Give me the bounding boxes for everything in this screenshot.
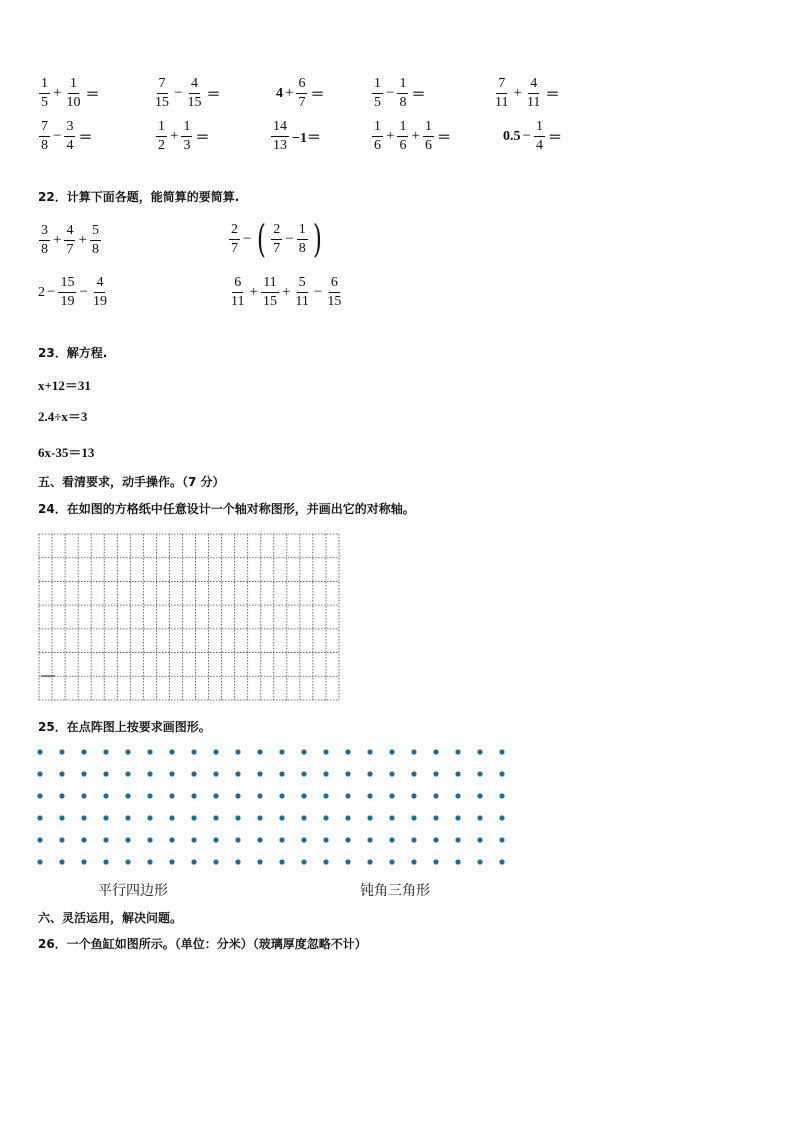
lattice-dot[interactable]: [103, 771, 108, 776]
lattice-dot[interactable]: [169, 815, 174, 820]
fraction: $\frac{7}{15}$: [155, 76, 169, 110]
lattice-dot[interactable]: [367, 837, 372, 842]
fraction: $\frac{1}{2}$: [158, 119, 165, 153]
lattice-dot[interactable]: [477, 837, 482, 842]
lattice-dot[interactable]: [147, 749, 152, 754]
lattice-dot[interactable]: [257, 837, 262, 842]
lattice-dot[interactable]: [411, 749, 416, 754]
lattice-dot[interactable]: [301, 859, 306, 864]
lattice-dot[interactable]: [37, 815, 42, 820]
lattice-dot[interactable]: [81, 815, 86, 820]
lattice-dot[interactable]: [169, 859, 174, 864]
lattice-dot[interactable]: [455, 837, 460, 842]
lattice-dot[interactable]: [323, 749, 328, 754]
lattice-dot[interactable]: [279, 793, 284, 798]
fraction: $\frac{1}{6}$: [424, 119, 432, 153]
q25-title: 25．在点阵图上按要求画图形。: [38, 720, 211, 734]
lattice-dot[interactable]: [433, 815, 438, 820]
q21-r1-e1: $\frac{1}{5}$ + $\frac{1}{10}$ ＝: [41, 76, 100, 110]
fraction: $\frac{5}{11}$: [295, 275, 309, 309]
fraction: $\frac{1}{8}$: [298, 221, 306, 256]
lattice-dot[interactable]: [477, 749, 482, 754]
q22-e3: 2 − $\frac{15}{19}$ − $\frac{4}{19}$: [38, 275, 107, 309]
lattice-dot[interactable]: [499, 859, 504, 864]
lattice-dot[interactable]: [345, 815, 350, 820]
fraction: $\frac{7}{11}$: [495, 76, 509, 110]
lattice-dot[interactable]: [367, 771, 372, 776]
fraction: $\frac{5}{8}$: [91, 223, 99, 257]
lattice-dot[interactable]: [191, 771, 196, 776]
lattice-dot[interactable]: [257, 771, 262, 776]
q22-title: 22．计算下面各题，能简算的要简算.: [38, 190, 240, 204]
lattice-dot[interactable]: [345, 793, 350, 798]
lattice-dot[interactable]: [235, 837, 240, 842]
equation-3: 6x-35＝13: [38, 445, 95, 460]
lattice-dot[interactable]: [147, 771, 152, 776]
lattice-dot[interactable]: [59, 859, 64, 864]
lattice-dot[interactable]: [191, 815, 196, 820]
lattice-dot[interactable]: [367, 793, 372, 798]
dot-grid[interactable]: [30, 742, 520, 872]
fraction: $\frac{1}{10}$: [66, 76, 81, 110]
lattice-dot[interactable]: [389, 771, 394, 776]
fraction: $\frac{1}{3}$: [183, 119, 191, 153]
fraction: $\frac{4}{11}$: [526, 76, 541, 110]
lattice-dot[interactable]: [37, 749, 42, 754]
lattice-dot[interactable]: [411, 815, 416, 820]
lattice-dot[interactable]: [257, 749, 262, 754]
lattice-dot[interactable]: [191, 749, 196, 754]
lattice-dot[interactable]: [301, 815, 306, 820]
lattice-dot[interactable]: [235, 793, 240, 798]
fraction: $\frac{4}{7}$: [66, 223, 74, 257]
fraction: $\frac{1}{5}$: [41, 76, 48, 110]
lattice-dot[interactable]: [213, 793, 218, 798]
lattice-dot[interactable]: [37, 859, 42, 864]
lattice-dot[interactable]: [455, 815, 460, 820]
q21-r2-e5: 0.5 − $\frac{1}{4}$ ＝: [503, 119, 562, 153]
label-obtuse-triangle: 钝角三角形: [360, 883, 430, 899]
lattice-dot[interactable]: [389, 749, 394, 754]
fraction: $\frac{7}{8}$: [41, 119, 48, 153]
lattice-dot[interactable]: [191, 837, 196, 842]
lattice-dot[interactable]: [235, 749, 240, 754]
fraction: $\frac{6}{7}$: [298, 76, 306, 110]
lattice-dot[interactable]: [433, 771, 438, 776]
lattice-dot[interactable]: [345, 837, 350, 842]
lattice-dot[interactable]: [279, 815, 284, 820]
fraction: $\frac{1}{6}$: [399, 119, 407, 153]
equation-1: x+12＝31: [38, 378, 91, 393]
lattice-dot[interactable]: [323, 837, 328, 842]
lattice-dot[interactable]: [499, 837, 504, 842]
lattice-dot[interactable]: [345, 771, 350, 776]
fraction: $\frac{11}{15}$: [262, 275, 277, 309]
lattice-dot[interactable]: [499, 771, 504, 776]
lattice-dot[interactable]: [235, 815, 240, 820]
fraction: $\frac{1}{6}$: [374, 119, 381, 153]
lattice-dot[interactable]: [455, 771, 460, 776]
q22-e1: $\frac{3}{8}$ + $\frac{4}{7}$ + $\frac{5}{8}$: [41, 223, 99, 257]
lattice-dot[interactable]: [411, 837, 416, 842]
lattice-dot[interactable]: [125, 771, 130, 776]
lattice-dot[interactable]: [345, 859, 350, 864]
lattice-dot[interactable]: [103, 859, 108, 864]
lattice-dot[interactable]: [169, 749, 174, 754]
grid-paper[interactable]: [38, 533, 340, 701]
fraction: $\frac{4}{15}$: [187, 76, 202, 110]
lattice-dot[interactable]: [279, 859, 284, 864]
lattice-dot[interactable]: [389, 859, 394, 864]
right-paren: ): [312, 217, 322, 261]
lattice-dot[interactable]: [279, 771, 284, 776]
lattice-dot[interactable]: [279, 749, 284, 754]
lattice-dot[interactable]: [213, 771, 218, 776]
lattice-dot[interactable]: [147, 859, 152, 864]
lattice-dot[interactable]: [301, 771, 306, 776]
q21-r1-e2: $\frac{7}{15}$ − $\frac{4}{15}$ ＝: [155, 76, 221, 110]
lattice-dot[interactable]: [455, 793, 460, 798]
lattice-dot[interactable]: [477, 815, 482, 820]
lattice-dot[interactable]: [103, 749, 108, 754]
q21-r2-e3: $\frac{14}{13}$ −1＝: [273, 119, 321, 153]
lattice-dot[interactable]: [257, 793, 262, 798]
lattice-dot[interactable]: [125, 837, 130, 842]
q22-e4: $\frac{6}{11}$ + $\frac{11}{15}$ + $\frac{5}{11}$ − $\frac{6}{15}$: [231, 275, 342, 309]
left-paren: (: [257, 217, 267, 261]
q23-title: 23．解方程.: [38, 346, 108, 360]
lattice-dot[interactable]: [345, 749, 350, 754]
q21-r1-e5: $\frac{7}{11}$ + $\frac{4}{11}$ ＝: [495, 76, 560, 110]
lattice-dot[interactable]: [455, 749, 460, 754]
lattice-dot[interactable]: [323, 815, 328, 820]
lattice-dot[interactable]: [147, 815, 152, 820]
fraction: $\frac{2}{7}$: [273, 221, 281, 256]
lattice-dot[interactable]: [147, 793, 152, 798]
fraction: $\frac{4}{19}$: [92, 275, 107, 309]
lattice-dot[interactable]: [433, 859, 438, 864]
lattice-dot[interactable]: [301, 793, 306, 798]
q24-title: 24．在如图的方格纸中任意设计一个轴对称图形，并画出它的对称轴。: [38, 502, 415, 516]
lattice-dot[interactable]: [59, 837, 64, 842]
lattice-dot[interactable]: [213, 749, 218, 754]
lattice-dot[interactable]: [169, 837, 174, 842]
fraction: $\frac{14}{13}$: [273, 119, 287, 153]
lattice-dot[interactable]: [59, 815, 64, 820]
lattice-dot[interactable]: [323, 793, 328, 798]
lattice-dot[interactable]: [477, 859, 482, 864]
lattice-dot[interactable]: [499, 749, 504, 754]
lattice-dot[interactable]: [169, 793, 174, 798]
lattice-dot[interactable]: [455, 859, 460, 864]
lattice-dot[interactable]: [125, 749, 130, 754]
lattice-dot[interactable]: [323, 859, 328, 864]
label-parallelogram: 平行四边形: [98, 883, 168, 899]
lattice-dot[interactable]: [433, 749, 438, 754]
lattice-dot[interactable]: [301, 837, 306, 842]
lattice-dot[interactable]: [147, 837, 152, 842]
fraction: $\frac{6}{15}$: [327, 275, 342, 309]
lattice-dot[interactable]: [477, 771, 482, 776]
q21-r2-e2: $\frac{1}{2}$ + $\frac{1}{3}$ ＝: [158, 119, 210, 153]
lattice-dot[interactable]: [59, 749, 64, 754]
lattice-dot[interactable]: [301, 749, 306, 754]
fraction: $\frac{1}{5}$: [374, 76, 381, 110]
lattice-dot[interactable]: [213, 837, 218, 842]
lattice-dot[interactable]: [367, 815, 372, 820]
lattice-dot[interactable]: [367, 859, 372, 864]
lattice-dot[interactable]: [81, 859, 86, 864]
lattice-dot[interactable]: [323, 771, 328, 776]
lattice-dot[interactable]: [169, 771, 174, 776]
equation-2: 2.4÷x＝3: [38, 409, 88, 424]
lattice-dot[interactable]: [367, 749, 372, 754]
lattice-dot[interactable]: [37, 771, 42, 776]
lattice-dot[interactable]: [235, 859, 240, 864]
lattice-dot[interactable]: [191, 793, 196, 798]
fraction: $\frac{1}{8}$: [399, 76, 407, 110]
q21-r1-e3: 4 + $\frac{6}{7}$ ＝: [276, 76, 325, 110]
fraction: $\frac{3}{8}$: [41, 223, 48, 257]
lattice-dot[interactable]: [103, 815, 108, 820]
q21-r1-e4: $\frac{1}{5}$ − $\frac{1}{8}$ ＝: [374, 76, 426, 110]
fraction: $\frac{6}{11}$: [231, 275, 245, 309]
lattice-dot[interactable]: [499, 793, 504, 798]
lattice-dot[interactable]: [103, 837, 108, 842]
lattice-dot[interactable]: [389, 793, 394, 798]
q22-e2: $\frac{2}{7}$ − ( $\frac{2}{7}$ − $\frac{1}{8}$ ): [231, 217, 322, 261]
lattice-dot[interactable]: [411, 859, 416, 864]
lattice-dot[interactable]: [37, 837, 42, 842]
fraction: $\frac{3}{4}$: [66, 119, 74, 153]
lattice-dot[interactable]: [81, 793, 86, 798]
lattice-dot[interactable]: [257, 859, 262, 864]
lattice-dot[interactable]: [59, 771, 64, 776]
lattice-dot[interactable]: [433, 793, 438, 798]
lattice-dot[interactable]: [81, 837, 86, 842]
lattice-dot[interactable]: [125, 859, 130, 864]
fraction: $\frac{2}{7}$: [231, 221, 238, 256]
lattice-dot[interactable]: [279, 837, 284, 842]
lattice-dot[interactable]: [433, 837, 438, 842]
lattice-dot[interactable]: [81, 749, 86, 754]
lattice-dot[interactable]: [389, 837, 394, 842]
lattice-dot[interactable]: [499, 815, 504, 820]
section-6-heading: 六、灵活运用，解决问题。: [38, 911, 183, 925]
lattice-dot[interactable]: [103, 793, 108, 798]
lattice-dot[interactable]: [125, 793, 130, 798]
lattice-dot[interactable]: [125, 815, 130, 820]
lattice-dot[interactable]: [213, 815, 218, 820]
lattice-dot[interactable]: [477, 793, 482, 798]
lattice-dot[interactable]: [59, 793, 64, 798]
lattice-dot[interactable]: [411, 793, 416, 798]
q26-title: 26．一个鱼缸如图所示。（单位：分米）（玻璃厚度忽略不计）: [38, 937, 367, 951]
lattice-dot[interactable]: [213, 859, 218, 864]
fraction: $\frac{15}{19}$: [60, 275, 75, 309]
section-5-heading: 五、看清要求，动手操作。（7 分）: [38, 475, 225, 489]
q21-r2-e4: $\frac{1}{6}$ + $\frac{1}{6}$ + $\frac{1}{6}$ ＝: [374, 119, 451, 153]
q21-r2-e1: $\frac{7}{8}$ − $\frac{3}{4}$ ＝: [41, 119, 93, 153]
lattice-dot[interactable]: [37, 793, 42, 798]
lattice-dot[interactable]: [191, 859, 196, 864]
lattice-dot[interactable]: [81, 771, 86, 776]
lattice-dot[interactable]: [389, 815, 394, 820]
lattice-dot[interactable]: [235, 771, 240, 776]
lattice-dot[interactable]: [411, 771, 416, 776]
fraction: $\frac{1}{4}$: [535, 119, 543, 153]
lattice-dot[interactable]: [257, 815, 262, 820]
